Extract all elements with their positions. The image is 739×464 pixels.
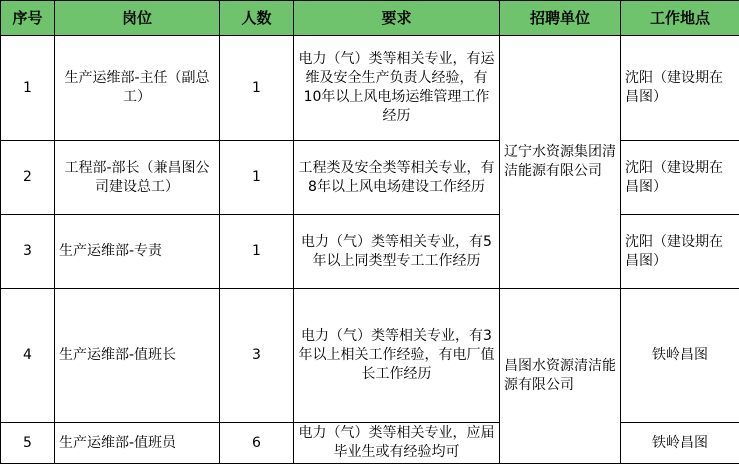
- cell-unit-group-1: 辽宁水资源集团清洁能源有限公司: [500, 36, 621, 289]
- cell-location: 铁岭昌图: [621, 423, 739, 464]
- header-unit: 招聘单位: [500, 1, 621, 36]
- cell-seq: 2: [1, 141, 55, 215]
- header-row: [1, 1, 739, 36]
- table-row: [1, 215, 739, 289]
- cell-location: 沈阳（建设期在昌图）: [621, 36, 739, 141]
- header-requirement: 要求: [294, 1, 500, 36]
- cell-requirement: 电力（气）类等相关专业，有运维及安全生产负责人经验，有10年以上风电场运维管理工作经历: [294, 36, 500, 141]
- cell-seq: 1: [1, 36, 55, 141]
- cell-requirement: 电力（气）类等相关专业，有5年以上同类型专工工作经历: [294, 215, 500, 289]
- cell-count: 6: [220, 423, 294, 464]
- cell-count: 1: [220, 141, 294, 215]
- cell-location: 沈阳（建设期在昌图）: [621, 141, 739, 215]
- cell-position: 生产运维部-值班长: [55, 289, 220, 423]
- cell-requirement: 工程类及安全类等相关专业，有8年以上风电场建设工作经历: [294, 141, 500, 215]
- cell-count: 1: [220, 215, 294, 289]
- cell-position: 生产运维部-主任（副总工）: [55, 36, 220, 141]
- table-row: [1, 36, 739, 141]
- table-row: [1, 289, 739, 423]
- table-row: [1, 423, 739, 464]
- header-location: 工作地点: [621, 1, 739, 36]
- cell-seq: 4: [1, 289, 55, 423]
- header-seq: 序号: [1, 1, 55, 36]
- cell-count: 1: [220, 36, 294, 141]
- cell-requirement: 电力（气）类等相关专业，应届毕业生或有经验均可: [294, 423, 500, 464]
- cell-count: 3: [220, 289, 294, 423]
- header-count: 人数: [220, 1, 294, 36]
- table-row: [1, 141, 739, 215]
- cell-position: 工程部-部长（兼昌图公司建设总工）: [55, 141, 220, 215]
- cell-unit-group-2: 昌图水资源清洁能源有限公司: [500, 289, 621, 464]
- header-position: 岗位: [55, 1, 220, 36]
- cell-requirement: 电力（气）类等相关专业，有3年以上相关工作经验，有电厂值长工作经历: [294, 289, 500, 423]
- cell-seq: 3: [1, 215, 55, 289]
- cell-position: 生产运维部-值班员: [55, 423, 220, 464]
- cell-seq: 5: [1, 423, 55, 464]
- cell-location: 沈阳（建设期在昌图）: [621, 215, 739, 289]
- cell-position: 生产运维部-专责: [55, 215, 220, 289]
- cell-location: 铁岭昌图: [621, 289, 739, 423]
